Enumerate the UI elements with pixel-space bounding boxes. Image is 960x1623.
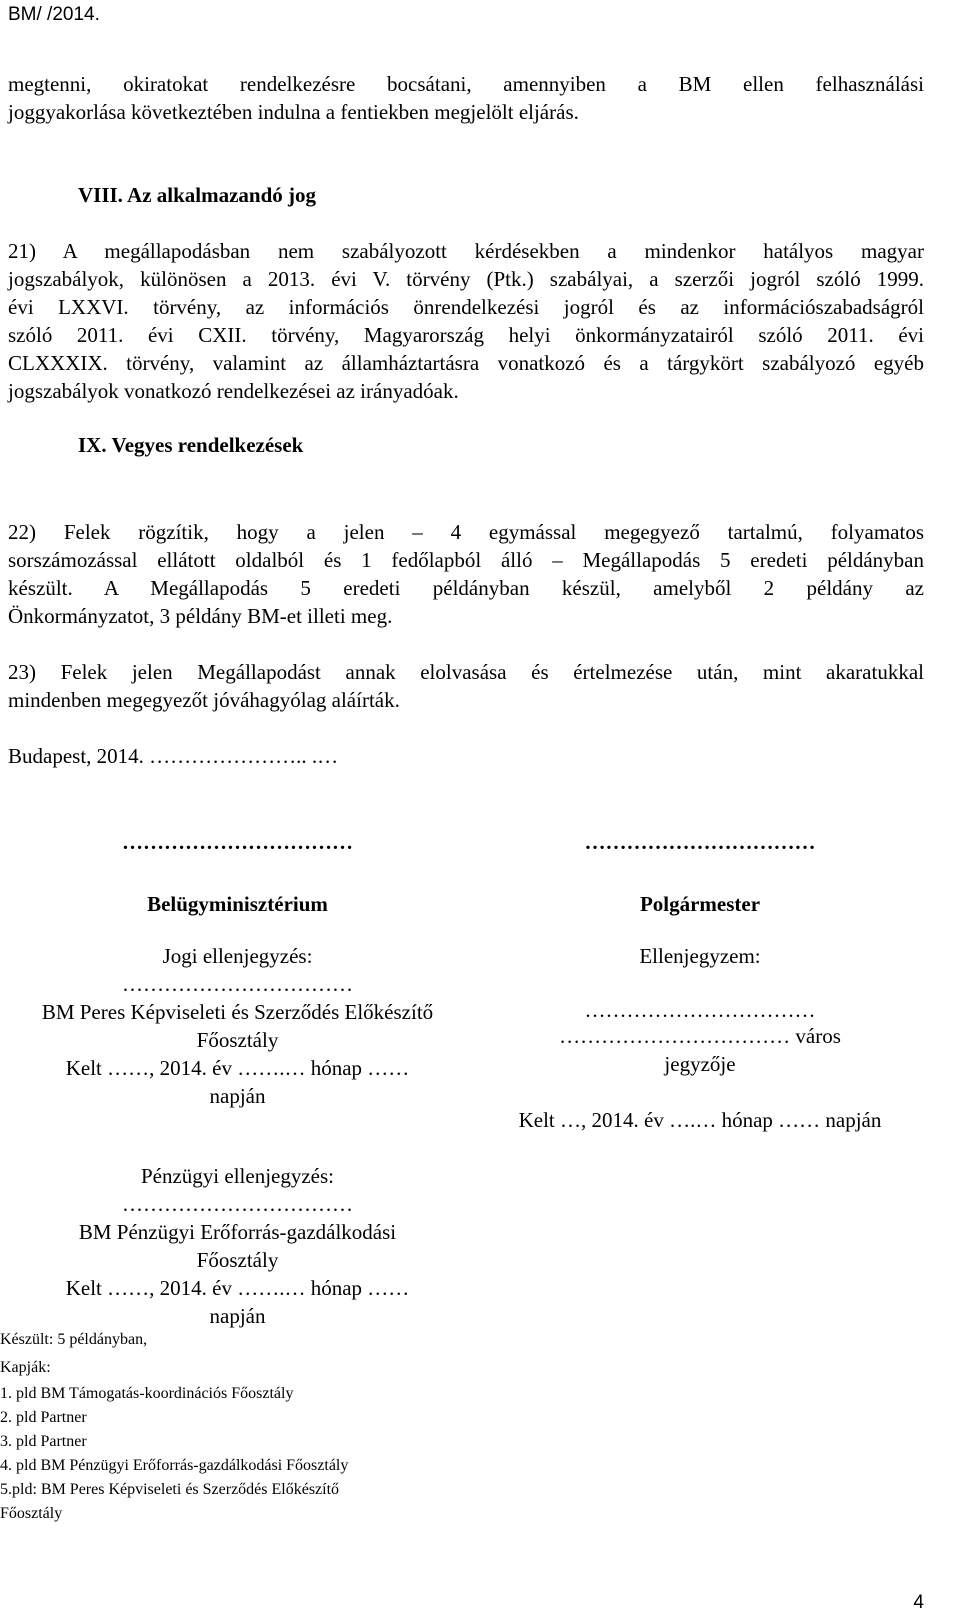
paragraph-22-line-2: sorszámozással ellátott oldalból és 1 fedőlapból álló – Megállapodás 5 eredeti példányban <box>8 548 924 572</box>
legal-countersign-line: …………………………… <box>122 972 353 996</box>
paragraph-21-line-3: évi LXXVI. törvény, az információs önrendelkezési jogról és az információszabadságról <box>8 295 924 319</box>
legal-date-line-1: Kelt ……, 2014. év …….… hónap …… <box>65 1056 410 1080</box>
page-number: 4 <box>913 1592 924 1613</box>
signature-line-left: …………………………… <box>122 830 353 854</box>
recipients-label: Kapják: <box>0 1359 51 1376</box>
recipient-item: Főosztály <box>0 1505 63 1522</box>
paragraph-23-line-1: 23) Felek jelen Megállapodást annak elolvasása és értelmezése után, mint akaratukkal <box>8 660 924 684</box>
signatory-mayor: Polgármester <box>639 892 761 916</box>
signatory-ministry: Belügyminisztérium <box>147 892 328 916</box>
city-line: …………………………… város <box>559 1024 841 1048</box>
section-title-8: VIII. Az alkalmazandó jog <box>78 183 317 207</box>
recipient-item: 5.pld: BM Peres Képviseleti és Szerződés Előkészítő <box>0 1481 340 1498</box>
section-title-9: IX. Vegyes rendelkezések <box>78 433 304 457</box>
legal-countersign-label: Jogi ellenjegyzés: <box>162 944 313 968</box>
mayor-date-line: Kelt …, 2014. év ….… hónap …… napján <box>518 1108 882 1132</box>
financial-date-line-2: napján <box>209 1304 266 1328</box>
intro-line-2: joggyakorlása következtében indulna a fentiekben megjelölt eljárás. <box>8 100 579 124</box>
paragraph-21-line-1: 21) A megállapodásban nem szabályozott kérdésekben a mindenkor hatályos magyar <box>8 239 924 263</box>
countersign-line: …………………………… <box>584 998 816 1022</box>
legal-department-line-2: Főosztály <box>196 1028 279 1052</box>
legal-department-line-1: BM Peres Képviseleti és Szerződés Előkészítő <box>41 1000 434 1024</box>
recipient-item: 3. pld Partner <box>0 1433 87 1450</box>
paragraph-22-line-1: 22) Felek rögzítik, hogy a jelen – 4 egymással megegyező tartalmú, folyamatos <box>8 520 924 544</box>
financial-date-line-1: Kelt ……, 2014. év …….… hónap …… <box>65 1276 410 1300</box>
copies-made: Készült: 5 példányban, <box>0 1331 148 1348</box>
intro-line-1: megtenni, okiratokat rendelkezésre bocsátani, amennyiben a BM ellen felhasználási <box>8 72 924 96</box>
paragraph-23-line-2: mindenben megegyezőt jóváhagyólag aláírták. <box>8 688 400 712</box>
legal-date-line-2: napján <box>209 1084 266 1108</box>
countersign-label: Ellenjegyzem: <box>639 944 761 968</box>
recipient-item: 4. pld BM Pénzügyi Erőforrás-gazdálkodási Főosztály <box>0 1457 349 1474</box>
paragraph-21-line-6: jogszabályok vonatkozó rendelkezései az irányadóak. <box>8 379 459 403</box>
financial-department-line-2: Főosztály <box>196 1248 279 1272</box>
clerk-label: jegyzője <box>664 1052 736 1076</box>
financial-countersign-label: Pénzügyi ellenjegyzés: <box>140 1164 335 1188</box>
signature-line-right: …………………………… <box>584 830 816 854</box>
paragraph-21-line-4: szóló 2011. évi CXII. törvény, Magyarország helyi önkormányzatairól szóló 2011. évi <box>8 323 924 347</box>
recipient-item: 1. pld BM Támogatás-koordinációs Főosztály <box>0 1385 294 1402</box>
paragraph-21-line-5: CLXXXIX. törvény, valamint az államháztartásra vonatkozó és a tárgykört szabályozó egyéb <box>8 351 924 375</box>
financial-department-line-1: BM Pénzügyi Erőforrás-gazdálkodási <box>78 1220 397 1244</box>
paragraph-22-line-4: Önkormányzatot, 3 példány BM-et illeti meg. <box>8 604 393 628</box>
financial-countersign-line: …………………………… <box>122 1192 353 1216</box>
document-header: BM/ /2014. <box>8 4 100 25</box>
paragraph-21-line-2: jogszabályok, különösen a 2013. évi V. törvény (Ptk.) szabályai, a szerzői jogról szóló 1999. <box>8 267 924 291</box>
recipient-item: 2. pld Partner <box>0 1409 87 1426</box>
paragraph-22-line-3: készült. A Megállapodás 5 eredeti példányban készül, amelyből 2 példány az <box>8 576 924 600</box>
place-and-date: Budapest, 2014. ………………….. .… <box>8 744 339 768</box>
